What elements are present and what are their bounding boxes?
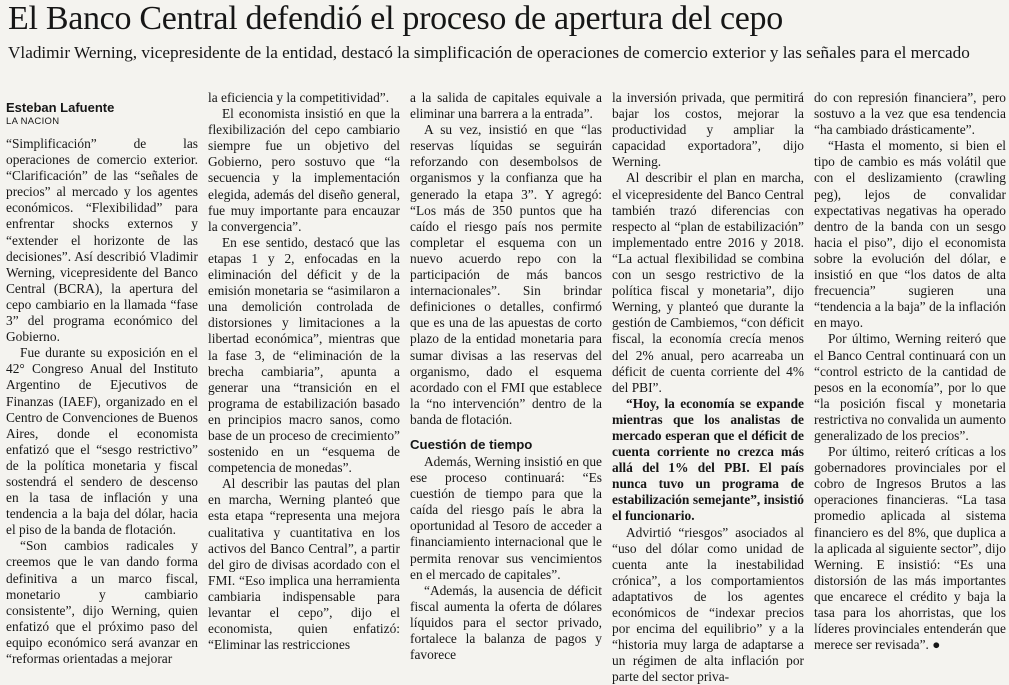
paragraph: do con represión financiera”, pero sostuvo a la vez que esa tendencia “ha cambiado drásticamente”. [814,90,1006,138]
paragraph: a la salida de capitales equivale a eliminar una barrera a la entrada”. [410,90,602,122]
column-2 [208,90,400,653]
column-1 [6,90,198,666]
article-body [0,90,1009,685]
paragraph: “Hoy, la economía se expande mientras que los analistas de mercado esperan que el déficit de cuenta corriente no crezca más allá del 1% del PBI. El país nunca tuvo un programa de estabilización semejante”, insistió el funcionario. [612,395,804,524]
deck: Vladimir Werning, vicepresidente de la entidad, destacó la simplificación de operaciones de comercio exterior y las señales para el mercado [8,43,970,62]
paragraph: A su vez, insistió en que “las reservas líquidas se seguirán reforzando con desembolsos de organismos y la confianza que ha generado la etapa 3”. Y agregó: “Los más de 350 puntos que ha caído el riesgo país nos permite completar el esquema con un nuevo acuerdo repo con la participación de más bancos internacionales”. Sin brindar definiciones o detalles, confirmó que es una de las apuestas de corto plazo de la entidad monetaria para sumar divisas a las reservas del organismo, dado el esquema acordado con el FMI que establece la “no intervención” dentro de la banda de flotación. [410,122,602,427]
paragraph-text: Por último, reiteró críticas a los gobernadores provinciales por el cobro de Ingresos Brutos a las operaciones financieras. “La tasa promedio aplicada al sistema financiero es del 8%, que duplica a la aplicada al siguiente sector”, dijo Werning. E insistió: “Es una distorsión de las más importantes que encarece el crédito y baja la tasa para los ahorristas, que los líderes provinciales entenderán que merece ser revisada”. [814,444,1006,653]
headline: El Banco Central defendió el proceso de apertura del cepo [8,0,783,37]
paragraph: “Simplificación” de las operaciones de comercio exterior. “Clarificación” de las “señales de precios” al mercado y los agentes económicos. “Flexibilidad” para enfrentar shocks externos y “extender el horizonte de las decisiones”. Así describió Vladimir Werning, vicepresidente del Banco Central (BCRA), la apertura del cepo cambiario en la llamada “fase 3” del programa económico del Gobierno. [6,136,198,345]
paragraph: Al describir las pautas del plan en marcha, Werning planteó que esta etapa “representa una mejora cualitativa y cuantitativa en los activos del Banco Central”, a partir del giro de divisas acordado con el FMI. “Eso implica una herramienta cambiaria indispensable para levantar el cepo”, dijo el economista, quien enfatizó: “Eliminar las restricciones [208,476,400,653]
paragraph: “Hasta el momento, si bien el tipo de cambio es más volátil que con el deslizamiento (crawling peg), lejos de convalidar expectativas negativas ha operado dentro de la banda con un sesgo hacia el piso”, dijo el economista sobre la evolución del dólar, e insistió en que “los datos de alta frecuencia” sugieren una “tendencia a la baja” de la inflación en mayo. [814,138,1006,331]
subheading: Cuestión de tiempo [410,436,533,452]
paragraph: “Son cambios radicales y creemos que le van dando forma definitiva a un marco fiscal, monetario y cambiario consistente”, dijo Werning, quien enfatizó que el próximo paso del equipo económico será avanzar en “reformas orientadas a mejorar [6,538,198,666]
end-of-article-bullet-icon: ● [932,637,941,653]
paragraph: Al describir el plan en marcha, el vicepresidente del Banco Central también trazó diferencias con respecto al “plan de estabilización” implementado entre 2016 y 2018. “La actual flexibilidad se combina con un sesgo restrictivo de la política fiscal y monetaria”, dijo Werning, y planteó que durante la gestión de Cambiemos, “con déficit fiscal, la economía crecía menos del 2% anual, pero acarreaba un déficit de cuenta corriente del 4% del PBI”. [612,170,804,395]
paragraph: Por último, Werning reiteró que el Banco Central continuará con un “control estricto de la cantidad de pesos en la economía”, por lo que “la posición fiscal y monetaria restrictiva no convalida un aumento generalizado de los precios”. [814,331,1006,443]
paragraph [814,444,1006,653]
paragraph: la eficiencia y la competitividad”. [208,90,390,105]
column-5 [814,90,1006,653]
paragraph: Advirtió “riesgos” asociados al “uso del dólar como unidad de cuenta ante la inestabilidad crónica”, a los comportamientos adaptativos de los agentes económicos de “indexar precios por encima del equilibrio” y a la “historia muy larga de adaptarse a un régimen de alta inflación por parte del sector priva- [612,524,804,685]
column-4 [612,90,804,685]
column-3 [410,90,602,663]
paragraph: Además, Werning insistió en que ese proceso continuará: “Es cuestión de tiempo para que la caída del riesgo país le abra la oportunidad al Tesoro de acceder a financiamiento internacional que le permita renovar sus vencimientos en el mercado de capitales”. [410,453,602,582]
paragraph: “Además, la ausencia de déficit fiscal aumenta la oferta de dólares líquidos para el sector privado, fortalece la balanza de pagos y favorece [410,582,602,663]
paragraph: En ese sentido, destacó que las etapas 1 y 2, enfocadas en la eliminación del déficit y de la emisión monetaria se “asimilaron a una demolición controlada de distorsiones y limitaciones a la libertad económica”, mientras que la fase 3, de “eliminación de la brecha cambiaria”, apunta a generar una “transición en el programa de estabilización basado en principios macro sanos, como base de un proceso de crecimiento” sostenido en un “esquema de competencia de monedas”. [208,234,400,476]
author-name: Esteban Lafuente [6,100,115,115]
outlet-name: LA NACION [6,116,60,127]
byline [6,100,198,128]
paragraph: Fue durante su exposición en el 42° Congreso Anual del Instituto Argentino de Ejecutivos de Finanzas (IAEF), organizado en el Centro de Convenciones de Buenos Aires, donde el economista enfatizó que el “sesgo restrictivo” de la política monetaria y fiscal sostendrá el sendero de descenso en la tasa de inflación y una tendencia a la baja del dólar, hacia el piso de la banda de flotación. [6,345,198,538]
paragraph: la inversión privada, que permitirá bajar los costos, mejorar la productividad y ampliar la capacidad exportadora”, dijo Werning. [612,90,804,170]
paragraph: El economista insistió en que la flexibilización del cepo cambiario siempre fue un objetivo del Gobierno, pero sostuvo que “la secuencia y la implementación elegida, además del diseño general, fue muy importante para encauzar la convergencia”. [208,106,400,234]
